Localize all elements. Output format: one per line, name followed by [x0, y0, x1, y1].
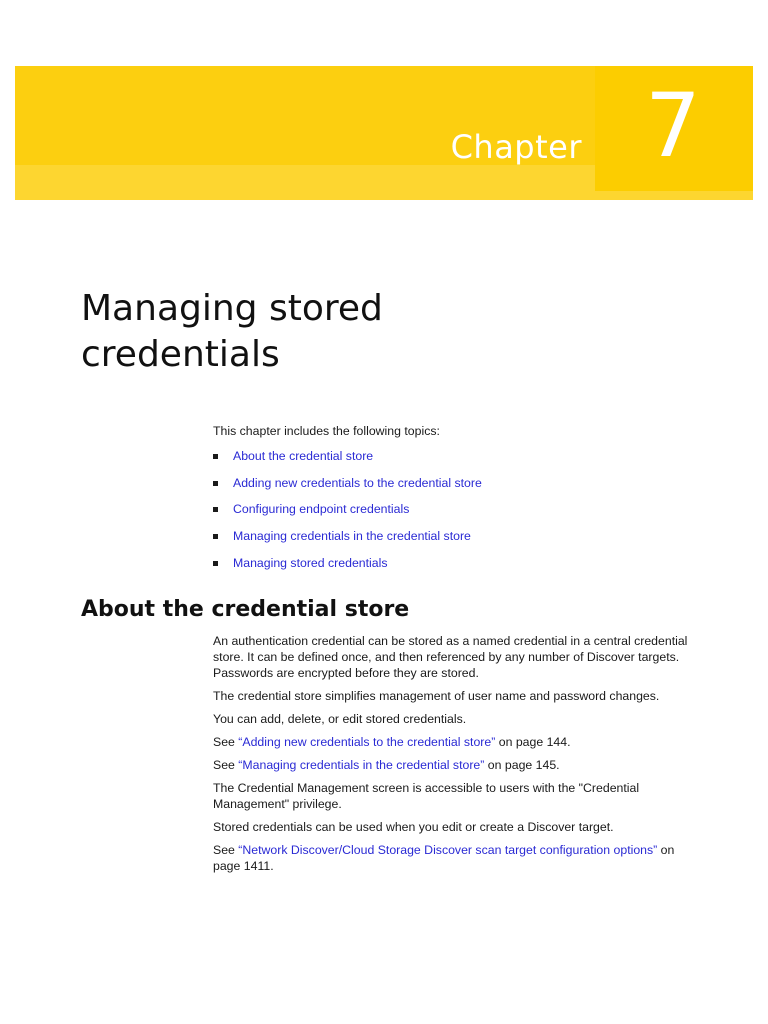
page-suffix: on page 144.: [495, 735, 571, 749]
topic-item: [213, 448, 482, 464]
bullet-icon: [213, 534, 218, 539]
paragraph: The credential store simplifies management of user name and password changes.: [213, 689, 660, 703]
section-body: [213, 633, 703, 881]
page-title: [81, 286, 501, 378]
topic-link-managing-credentials[interactable]: Managing credentials in the credential store: [233, 529, 471, 544]
bullet-icon: [213, 507, 218, 512]
section-heading: About the credential store: [81, 597, 410, 622]
paragraph: The Credential Management screen is accessible to users with the "Credential Management" privilege.: [213, 781, 640, 811]
page-suffix: on page 1411.: [213, 843, 675, 873]
bullet-icon: [213, 561, 218, 566]
paragraph: Stored credentials can be used when you edit or create a Discover target.: [213, 820, 614, 834]
see-prefix: See: [213, 758, 239, 772]
bullet-icon: [213, 454, 218, 459]
link-scan-target-options-page[interactable]: “Network Discover/Cloud Storage Discover scan target configuration options”: [238, 843, 658, 857]
page-title-line2: credentials: [81, 334, 280, 375]
topic-link-adding-new-credentials[interactable]: Adding new credentials to the credential store: [233, 475, 482, 490]
paragraph: An authentication credential can be stored as a named credential in a central credential store. It can be defined once, and then referenced by any number of Discover targets. Passwords are encrypted before they are stored.: [213, 634, 688, 680]
cross-reference: [213, 757, 703, 773]
bullet-icon: [213, 481, 218, 486]
paragraph: You can add, delete, or edit stored credentials.: [213, 712, 467, 726]
topic-item: [213, 501, 482, 517]
see-prefix: See: [213, 843, 239, 857]
page-suffix: on page 145.: [484, 758, 560, 772]
topic-item: [213, 475, 482, 491]
chapter-number: 7: [645, 74, 701, 177]
link-adding-new-credentials-page[interactable]: “Adding new credentials to the credential store”: [238, 735, 496, 749]
page-title-line1: Managing stored: [81, 288, 383, 329]
topic-link-configuring-endpoint-credentials[interactable]: Configuring endpoint credentials: [233, 502, 410, 517]
topic-list: [213, 448, 482, 581]
link-managing-credentials-page[interactable]: “Managing credentials in the credential store”: [238, 758, 485, 772]
topic-link-managing-stored-credentials[interactable]: Managing stored credentials: [233, 555, 388, 570]
topic-link-about-credential-store[interactable]: About the credential store: [233, 449, 374, 463]
chapter-label: Chapter: [450, 128, 582, 166]
see-prefix: See: [213, 735, 239, 749]
intro-text: This chapter includes the following topics:: [213, 424, 440, 438]
topic-item: [213, 555, 482, 571]
cross-reference: [213, 734, 703, 750]
topic-item: [213, 528, 482, 544]
chapter-banner: [15, 66, 753, 200]
cross-reference: [213, 842, 703, 874]
